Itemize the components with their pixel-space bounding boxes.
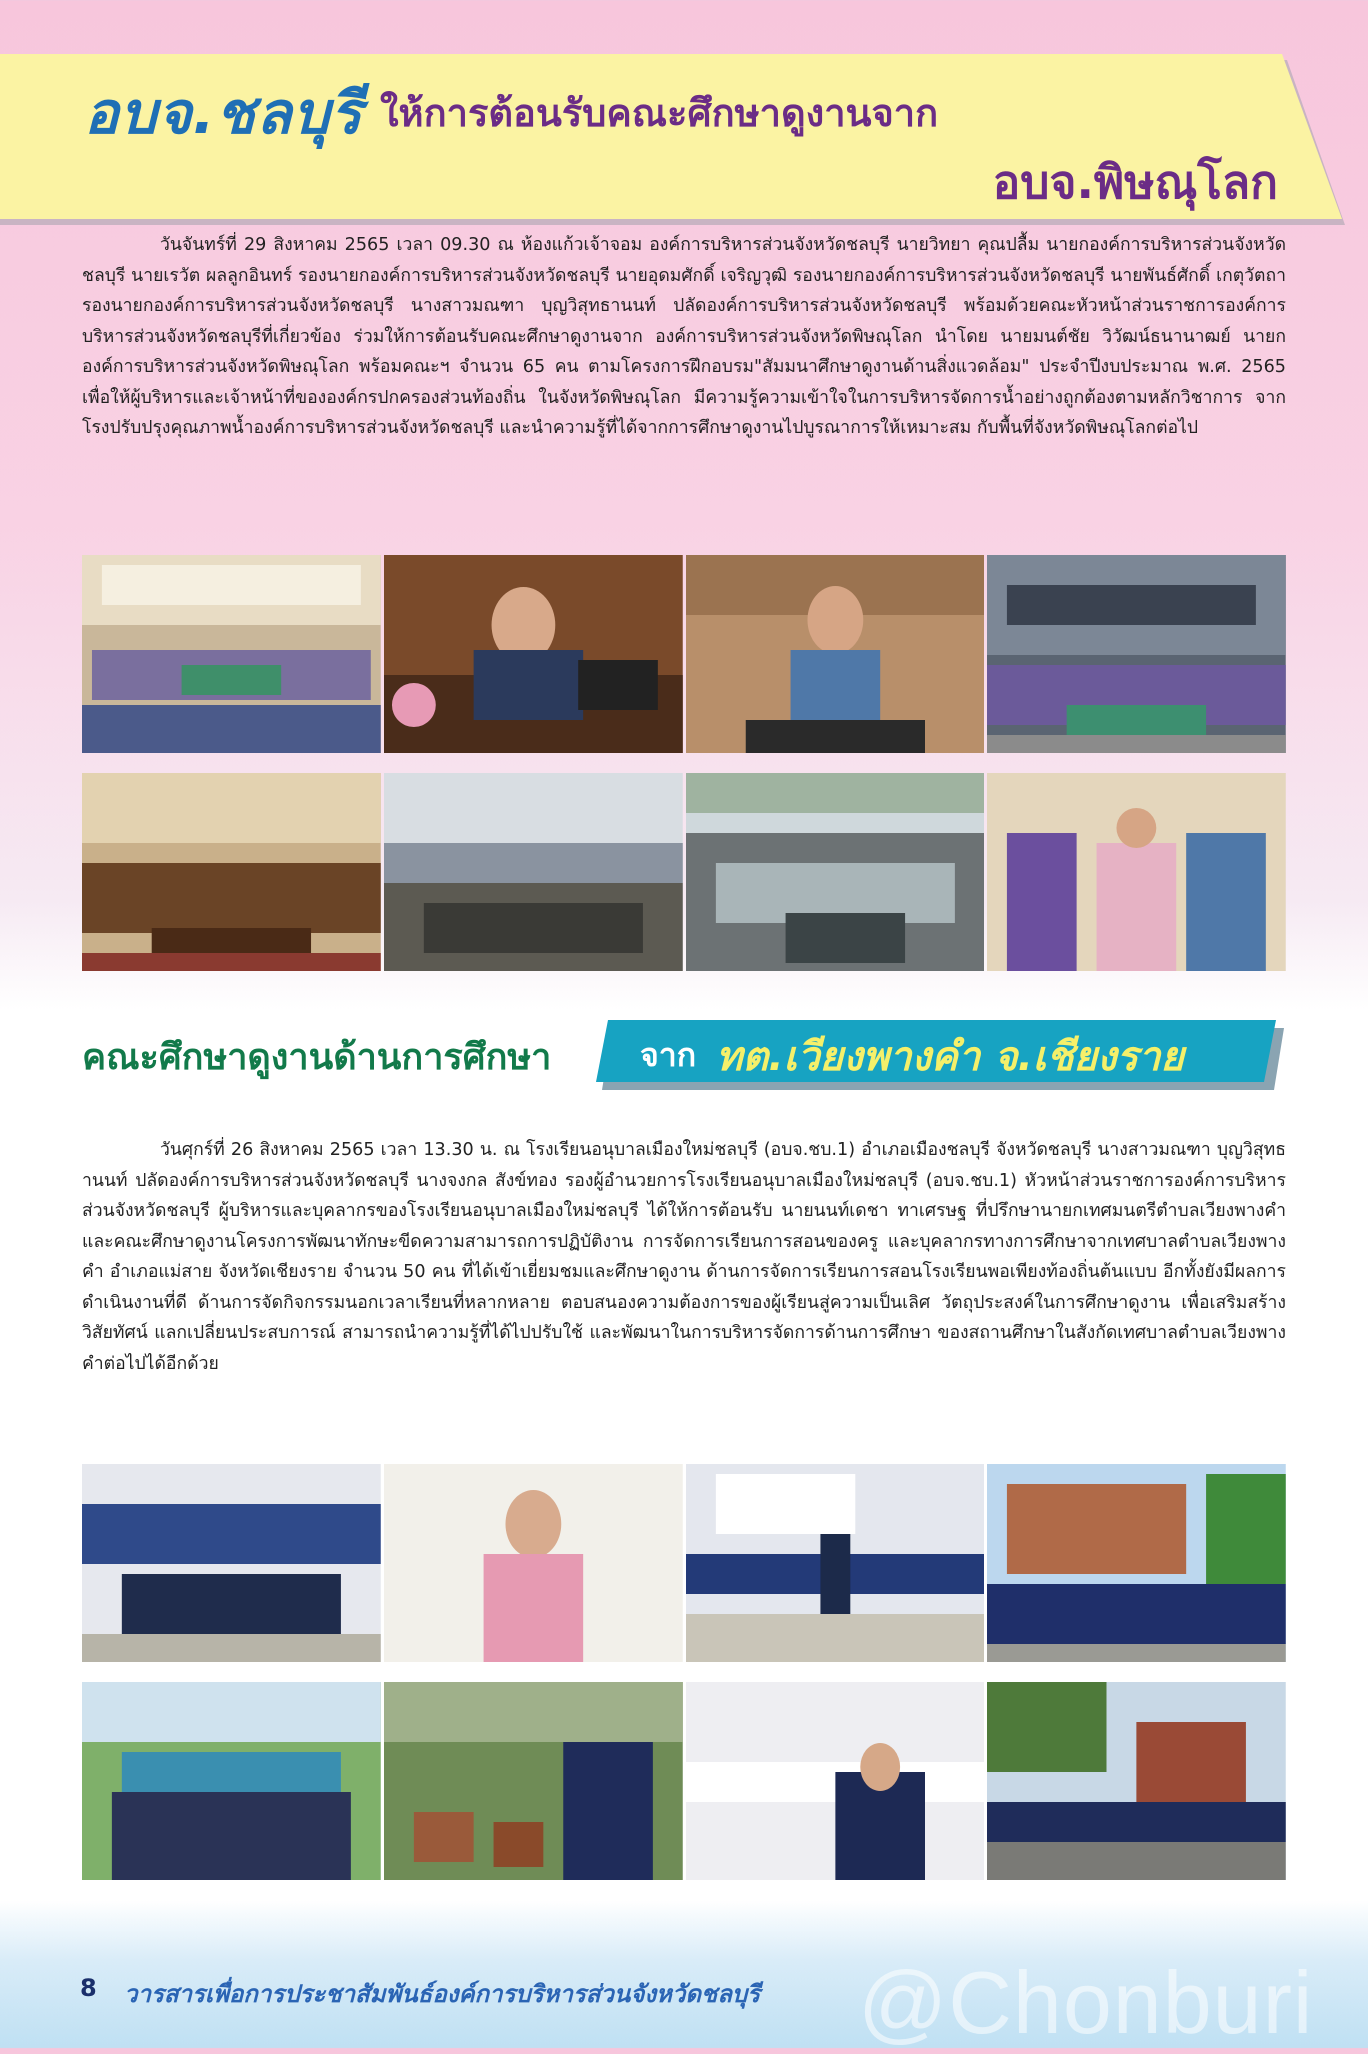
article1-photo-grid (82, 555, 1286, 991)
photo-speaker-pink-shirt (384, 1464, 683, 1662)
photo-classroom-desks (686, 1682, 985, 1880)
article1-title-guest: อบจ.พิษณุโลก (992, 155, 1278, 209)
photo-group-at-water-plant-sign (987, 555, 1286, 753)
article1-title-text: ให้การต้อนรับคณะศึกษาดูงานจาก (380, 91, 939, 135)
photo-garden-visit (82, 1682, 381, 1880)
photo-water-plant-tour (384, 773, 683, 971)
article2-title-text: คณะศึกษาดูงานด้านการศึกษา (82, 1037, 552, 1078)
article1-title-org: อบจ.ชลบุรี (84, 79, 363, 147)
journal-name: วารสารเพื่อการประชาสัมพันธ์องค์การบริหารส่วนจังหวัดชลบุรี (124, 1980, 761, 2008)
photo-playground-group (987, 1682, 1286, 1880)
photo-school-hall-group (82, 1464, 381, 1662)
photo-meeting-room-group (82, 555, 381, 753)
article2-title-from: จาก (640, 1036, 697, 1074)
photo-school-building-group (987, 1464, 1286, 1662)
watermark: @Chonburi (858, 1953, 1314, 2052)
article2-body: วันศุกร์ที่ 26 สิงหาคม 2565 เวลา 13.30 น. ณ โรงเรียนอนุบาลเมืองใหม่ชลบุรี (อบจ.ชบ.1) อำเภอเมืองชลบุรี จังหวัดชลบุรี นางสาวมณฑา บุญวิสุทธานนท์ ปลัดองค์การบริหารส่วนจังหวัดชลบุรี นางจงกล สังข์ทอง รองผู้อำนวยการโรงเรียนอนุบาลเมืองใหม่ชลบุรี (อบจ.ชบ.1) หัวหน้าส่วนราชการองค์การบริหารส่วนจังหวัดชลบุรี ผู้บริหารและบุคลากรของโรงเรียนอนุบาลเมืองใหม่ชลบุรี ได้ให้การต้อนรับ นายนนท์เดชา ทาเศรษฐ ที่ปรึกษานายกเทศมนตรีตำบลเวียงพางคำ และคณะศึกษาดูงานโครงการพัฒนาทักษะขีดความสามารถการปฏิบัติงาน การจัดการเรียนการสอนของครู และบุคลากรทางการศึกษาจากเทศบาลตำบลเวียงพางคำ อำเภอแม่สาย จังหวัดเชียงราย จำนวน 50 คน ที่ได้เข้าเยี่ยมชมและศึกษาดูงาน ด้านการจัดการเรียนการสอนโรงเรียนพอเพียงท้องถิ่นต้นแบบ อีกทั้งยังมีผลการดำเนินงานที่ดี ด้านการจัดกิจกรรมนอกเวลาเรียนที่หลากหลาย ตอบสนองความต้องการของผู้เรียนสู่ความเป็นเลิศ วัตถุประสงค์ในการศึกษาดูงาน เพื่อเสริมสร้างวิสัยทัศน์ แลกเปลี่ยนประสบการณ์ สามารถนำความรู้ที่ได้ไปปรับใช้ และพัฒนาในการบริหารจัดการด้านการศึกษา ของสถานศึกษาในสังกัดเทศบาลตำบลเวียงพางคำต่อไปได้อีกด้วย (82, 1140, 1286, 1374)
photo-presenter-stage (686, 1464, 985, 1662)
photo-speaker-laptop (384, 555, 683, 753)
photo-souvenir-handover (987, 773, 1286, 971)
photo-treatment-tanks (686, 773, 985, 971)
photo-sofa-meeting (82, 773, 381, 971)
photo-plant-pots (384, 1682, 683, 1880)
article1-body: วันจันทร์ที่ 29 สิงหาคม 2565 เวลา 09.30 ณ ห้องแก้วเจ้าจอม องค์การบริหารส่วนจังหวัดชลบุรี นายวิทยา คุณปลื้ม นายกองค์การบริหารส่วนจังหวัดชลบุรี นายเรวัต ผลลูกอินทร์ รองนายกองค์การบริหารส่วนจังหวัดชลบุรี นายอุดมศักดิ์ เจริญวุฒิ รองนายกองค์การบริหารส่วนจังหวัดชลบุรี นายพันธ์ศักดิ์ เกตุวัตถา รองนายกองค์การบริหารส่วนจังหวัดชลบุรี นางสาวมณฑา บุญวิสุทธานนท์ ปลัดองค์การบริหารส่วนจังหวัดชลบุรี พร้อมด้วยคณะหัวหน้าส่วนราชการองค์การบริหารส่วนจังหวัดชลบุรีที่เกี่ยวข้อง ร่วมให้การต้อนรับคณะศึกษาดูงานจาก องค์การบริหารส่วนจังหวัดพิษณุโลก นำโดย นายมนต์ชัย วิวัฒน์ธนานาฒย์ นายกองค์การบริหารส่วนจังหวัดพิษณุโลก พร้อมคณะฯ จำนวน 65 คน ตามโครงการฝึกอบรม"สัมมนาศึกษาดูงานด้านสิ่งแวดล้อม" ประจำปีงบประมาณ พ.ศ. 2565 เพื่อให้ผู้บริหารและเจ้าหน้าที่ขององค์กรปกครองส่วนท้องถิ่น ในจังหวัดพิษณุโลก มีความรู้ความเข้าใจในการบริหารจัดการน้ำอย่างถูกต้องตามหลักวิชาการ จากโรงปรับปรุงคุณภาพน้ำองค์การบริหารส่วนจังหวัดชลบุรี และนำความรู้ที่ได้จากการศึกษาดูงานไปบูรณาการให้เหมาะสม กับพื้นที่จังหวัดพิษณุโลกต่อไป (82, 235, 1287, 438)
article2-photo-grid (82, 1464, 1286, 1900)
article2-title-guest: ทต.เวียงพางคำ จ.เชียงราย (716, 1034, 1184, 1080)
photo-speaker-podium (686, 555, 985, 753)
page-number: 8 (80, 1974, 97, 2002)
